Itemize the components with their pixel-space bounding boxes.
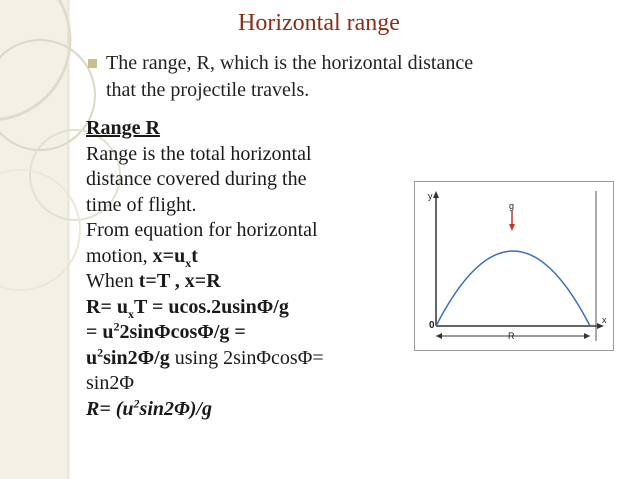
definition-line-1: Range is the total horizontal [86,142,312,165]
range-heading: Range R [86,117,160,139]
x-eq-t: t [191,244,198,267]
range-equation-3 [86,346,416,372]
y-axis-label: y [428,191,433,201]
slide-title: Horizontal range [238,10,400,36]
range-eq-part-b: T = ucos.2usinΦ/g [133,295,289,318]
x-eq-part: x=u [152,244,186,267]
bullet-text [106,50,586,104]
identity-line: sin2Φ [86,372,134,394]
projectile-trajectory-diagram [414,181,614,351]
eq3-part-b: sin2Φ/g [103,346,170,369]
eq2-superscript: 2 [113,319,120,334]
final-part-b: sin2Φ)/g [139,397,212,420]
eq2-part-b: 2sinΦcosΦ/g = [119,321,246,343]
x-eq-subscript: x [185,255,192,270]
range-explanation [86,116,416,422]
range-label: R [508,331,515,341]
final-range-formula [86,397,416,423]
equation-intro-line: From equation for horizontal [86,219,318,241]
condition-line [86,269,416,295]
eq3-superscript: 2 [97,344,104,359]
bullet-line-2: that the projectile travels. [106,79,310,101]
definition-line-2: distance covered during the [86,168,307,190]
final-part-a: R= (u [86,397,134,420]
motion-label: motion, [86,244,153,267]
definition-line-3: time of flight. [86,193,197,216]
final-superscript: 2 [133,395,140,410]
x-equation [152,244,198,270]
range-equation-1 [86,295,416,321]
horizontal-motion-equation [86,244,416,270]
gravity-label: g [509,201,515,211]
bullet-line-1: The range, R, which is the horizontal distance [106,52,474,74]
range-eq-part-a: R= u [86,295,128,318]
range-equation-2 [86,320,416,346]
range-eq-subscript: x [127,306,134,321]
identity-note: using 2sinΦcosΦ= [169,346,324,369]
origin-label: 0 [429,320,435,331]
when-label: When [86,270,139,292]
x-axis-label: x [602,315,607,325]
condition-equation: t=T , x=R [138,270,221,292]
eq3-bold [86,344,170,369]
square-bullet-icon [88,59,97,68]
eq3-part-a: u [86,346,98,369]
eq2-part-a: = u [86,321,114,343]
